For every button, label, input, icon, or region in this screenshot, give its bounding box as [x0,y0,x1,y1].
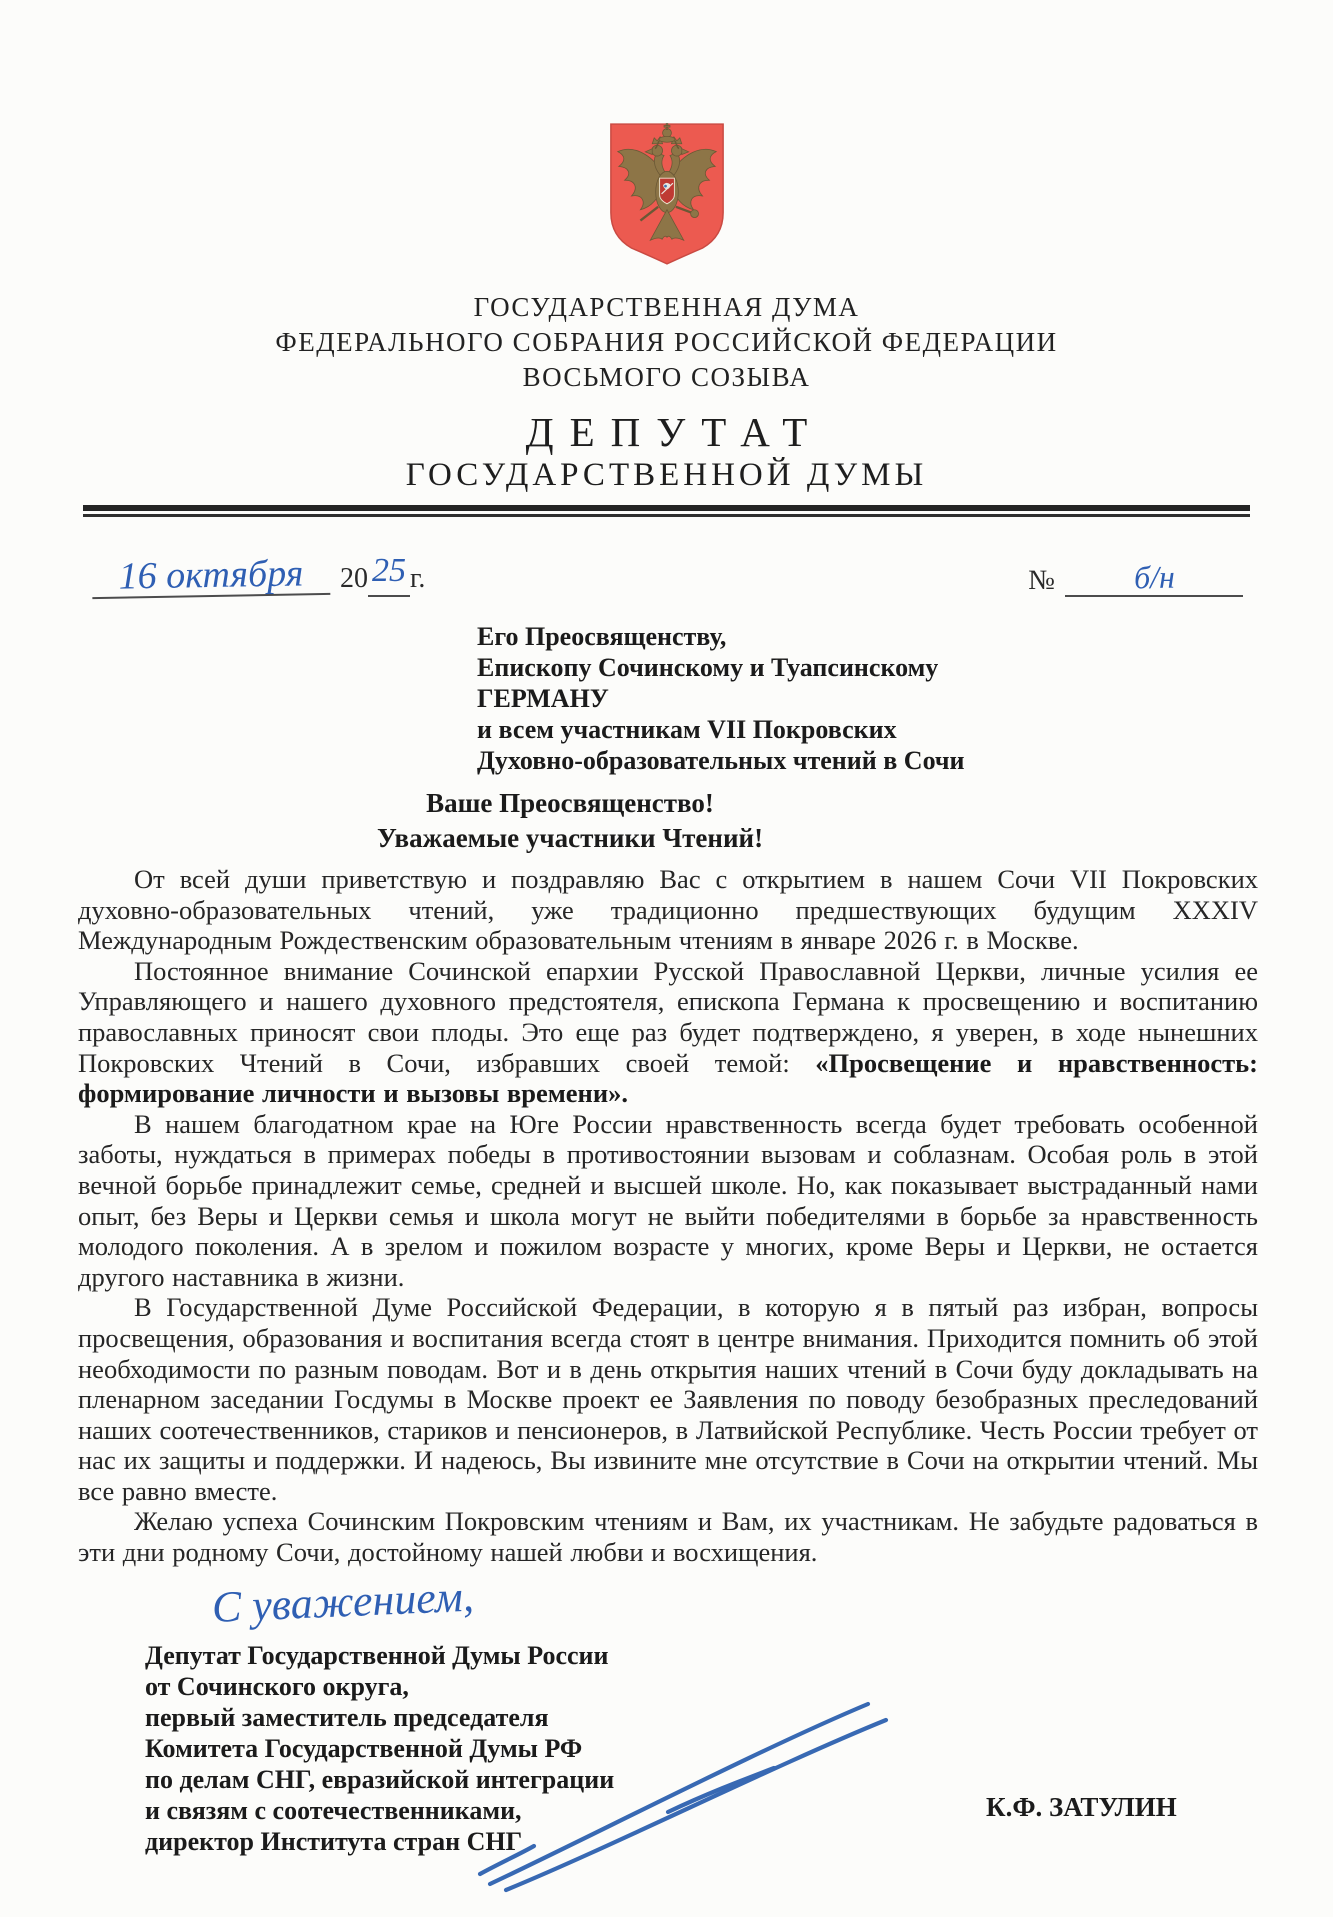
handwritten-year: 25 [372,552,406,589]
body-paragraph-1 [78,864,1258,956]
number-underline [1065,559,1243,597]
recipient-line: Епископу Сочинскому и Туапсинскому [477,653,939,682]
signature-title-line: по делам СНГ, евразийской интеграции [145,1764,615,1794]
salutation-block [0,786,1140,856]
year-prefix: 20 [340,563,368,594]
recipient-line: Духовно-образовательных чтений в Сочи [477,746,965,775]
recipient-line: Его Преосвященству, [477,622,727,651]
signature-autograph [468,1688,898,1898]
org-line-1: ГОСУДАРСТВЕННАЯ ДУМА [473,292,860,322]
date-underline [92,553,331,599]
letter-body [78,864,1258,1568]
paragraph-text: Постоянное внимание Сочинской епархии Русской Православной Церкви, личные усилия ее Управляющего и нашего духовного предстоятеля, епископа Германа к просвещению и воспитанию православных приносят свои плоды. Это еще раз будет подтверждено, я уверен, в ходе нынешних Покровских Чтений в Сочи, избравших своей темой: [78,955,1258,1078]
paragraph-text: От всей души приветствую и поздравляю Вас с открытием в нашем Сочи VII Покровских духовно-образовательных чтений, уже традиционно предшествующих будущим XXXIV Международным Рождественским образовательным чтениям в январе 2026 г. в Москве. [78,864,1258,956]
signature-title-line: директор Института стран СНГ [145,1826,523,1856]
recipient-block [477,621,1333,776]
date-field [92,552,426,598]
recipient-line: и всем участникам VII Покровских [477,715,897,744]
org-line-3: ВОСЬМОГО СОЗЫВА [522,362,811,392]
letterhead-divider [83,505,1250,517]
body-paragraph-2 [78,956,1258,1109]
number-sign: № [1028,565,1055,596]
recipient-line: ГЕРМАНУ [477,684,609,713]
letterhead-title-deputy: ДЕПУТАТ [525,409,824,455]
paragraph-text: Желаю успеха Сочинским Покровским чтениям и Вам, их участникам. Не забудьте радоваться в эти дни родному Сочи, достойному нашей любви и восхищения. [78,1506,1258,1568]
signature-title-line: первый заместитель председателя [145,1702,549,1732]
body-paragraph-3 [78,1109,1258,1293]
year-suffix: г. [410,563,426,594]
salutation-line: Ваше Преосвященство! [426,788,714,818]
letterhead-title-duma: ГОСУДАРСТВЕННОЙ ДУМЫ [405,457,928,493]
year-underline [368,552,410,597]
number-field [1028,559,1243,597]
letterhead-org-block [0,290,1333,395]
paragraph-text: В Государственной Думе Российской Федерации, в которую я в пятый раз избран, вопросы просвещения, образования и воспитания всегда стоят в центре внимания. Приходится помнить об этой необходимости по разным поводам. Вот и в день открытия наших чтений в Сочи буду докладывать на пленарном заседании Госдумы в Москве проект ее Заявления по поводу безобразных преследований наших соотечественников, стариков и пенсионеров, в Латвийской Республике. Честь России требует от нас их защиты и поддержки. И надеюсь, Вы извините мне отсутствие в Сочи на открытии чтений. Мы все равно вместе. [78,1292,1258,1506]
handwritten-date: 16 октября [118,552,304,598]
inner-shield [659,178,674,204]
signature-title-line: Депутат Государственной Думы России [145,1640,609,1670]
signature-title-line: Комитета Государственной Думы РФ [145,1733,583,1763]
paragraph-text: В нашем благодатном крае на Юге России нравственность всегда будет требовать особенной заботы, нуждаться в примерах победы в противостоянии вызовам и соблазнам. Особая роль в этой вечной борьбе принадлежит семье, средней и высшей школе. Но, как показывает выстраданный нами опыт, без Веры и Церкви семья и школа могут не выйти победителями в борьбе за нравственность молодого поколения. А в зрелом и пожилом возрасте у многих, кроме Веры и Церкви, не остается другого наставника в жизни. [78,1108,1258,1292]
signature-title-line: от Сочинского округа, [145,1671,409,1701]
divider-thick-line [83,505,1250,511]
date-number-row [92,539,1243,597]
coat-of-arms-emblem [603,118,731,266]
handwritten-closing: С уважением, [210,1571,475,1632]
year-field [340,552,426,594]
readings-theme-bold: «Просвещение и нравственность: формирование личности и вызовы времени». [78,1047,1258,1109]
divider-thin-line [83,514,1250,517]
body-paragraph-4 [78,1292,1258,1506]
double-headed-eagle-icon [603,118,731,266]
handwritten-number: б/н [1133,558,1175,596]
signature-title-line: и связям с соотечественниками, [145,1795,522,1825]
salutation-line: Уважаемые участники Чтений! [376,823,764,853]
signatory-name: К.Ф. ЗАТУЛИН [986,1792,1177,1822]
org-line-2: ФЕДЕРАЛЬНОГО СОБРАНИЯ РОССИЙСКОЙ ФЕДЕРАЦИИ [275,327,1058,357]
